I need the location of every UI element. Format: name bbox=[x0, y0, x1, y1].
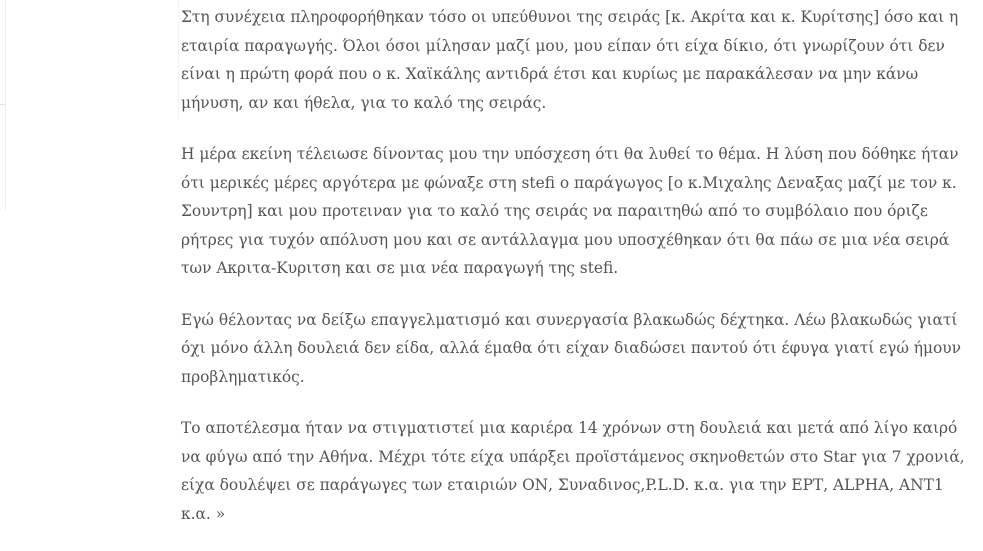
article-paragraph-1: Στη συνέχεια πληροφορήθηκαν τόσο οι υπεύθυνοι της σειράς [κ. Ακρίτα και κ. Κυρίτσης] όσο και η εταιρία παραγωγής. Όλοι όσοι μίλησαν μαζί μου, μου είπαν ότι είχα δίκιο, ότι γνωρίζουν ότι δεν είναι η πρώτη φορά που ο κ. Χαϊκάλης αντιδρά έτσι και κυρίως με παρακάλεσαν να μην κάνω μήνυση, αν και ήθελα, για το καλό της σειράς. bbox=[181, 8, 959, 112]
article-paragraph-4: Το αποτέλεσμα ήταν να στιγματιστεί μια καριέρα 14 χρόνων στη δουλειά και μετά από λίγο καιρό να φύγω από την Αθήνα. Μέχρι τότε είχα υπάρξει προϊστάμενος σκηνοθετών στο Star για 7 χρονιά, είχα δουλέψει σε παράγωγες των εταιριών ΟΝ, Συναδινος,P.L.D. κ.α. για την ΕΡΤ, ALPHA, ANT1 κ.α. » bbox=[181, 419, 965, 523]
column-divider bbox=[178, 0, 179, 118]
left-sidebar-edge bbox=[0, 0, 6, 210]
article-paragraph-3: Εγώ θέλοντας να δείξω επαγγελματισμό και συνεργασία βλακωδώς δέχτηκα. Λέω βλακωδώς γιατί όχι μόνο άλλη δουλειά δεν είδα, αλλά έμαθα ότι είχαν διαδώσει παντού ότι έφυγα γιατί εγώ ήμουν προβληματικός. bbox=[181, 310, 961, 386]
left-sidebar-divider bbox=[0, 104, 5, 105]
article-body bbox=[181, 3, 971, 551]
article-paragraph-2: Η μέρα εκείνη τέλειωσε δίνοντας μου την υπόσχεση ότι θα λυθεί το θέμα. Η λύση που δόθηκε ήταν ότι μερικές μέρες αργότερα με φώναξε στη stefi ο παράγωγος [ο κ.Μιχαλης Δεναξας μαζί με τον κ. Σουντρη] και μου προτειναν για το καλό της σειράς να παραιτηθώ από το συμβόλαιο που όριζε ρήτρες για τυχόν απόλυση μου και σε αντάλλαγμα μου υποσχέθηκαν ότι θα πάω σε μια νέα σειρά των Ακριτα-Κυριτση και σε μια νέα παραγωγή της stefi. bbox=[181, 145, 959, 277]
